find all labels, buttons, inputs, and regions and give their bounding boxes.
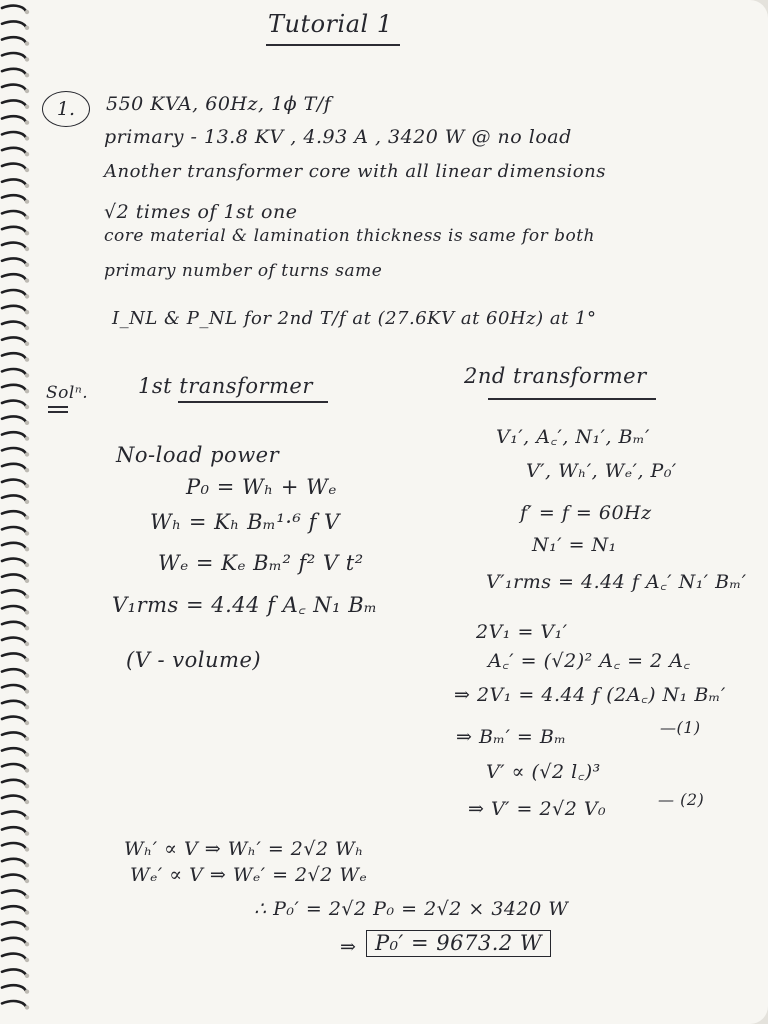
spiral-loop bbox=[2, 179, 26, 184]
binding-hole bbox=[25, 500, 29, 504]
binding-hole bbox=[25, 705, 29, 709]
spiral-loop bbox=[2, 859, 26, 864]
spiral-loop bbox=[2, 116, 26, 121]
spiral-loop bbox=[2, 843, 26, 848]
spiral-loop bbox=[2, 369, 26, 374]
binding-hole bbox=[25, 926, 29, 930]
col2-line-5: V′₁rms = 4.44 f A꜀′ N₁′ Bₘ′ bbox=[486, 571, 747, 593]
problem-line-3: Another transformer core with all linear dimensions bbox=[104, 161, 606, 182]
spiral-loop bbox=[2, 148, 26, 153]
spiral-loop bbox=[2, 132, 26, 137]
problem-line-1: 550 KVA, 60Hz, 1ϕ T/f bbox=[106, 93, 332, 115]
binding-hole bbox=[25, 910, 29, 914]
problem-line-4: √2 times of 1st one bbox=[104, 201, 298, 223]
binding-hole bbox=[25, 768, 29, 772]
binding-hole bbox=[25, 468, 29, 472]
binding-hole bbox=[25, 863, 29, 867]
spiral-loop bbox=[2, 495, 26, 500]
spiral-loop bbox=[2, 701, 26, 706]
title-underline bbox=[266, 44, 400, 46]
spiral-loop bbox=[2, 85, 26, 90]
binding-hole bbox=[25, 10, 29, 14]
spiral-loop bbox=[2, 322, 26, 327]
col1-line-6: (V - volume) bbox=[126, 648, 262, 672]
binding-hole bbox=[25, 642, 29, 646]
spiral-loop bbox=[2, 764, 26, 769]
col1-line-3: Wₕ = Kₕ Bₘ¹·⁶ f V bbox=[150, 510, 340, 534]
spiral-loop bbox=[2, 796, 26, 801]
binding-hole bbox=[25, 610, 29, 614]
spiral-loop bbox=[2, 543, 26, 548]
spiral-loop bbox=[2, 954, 26, 959]
spiral-loop bbox=[2, 875, 26, 880]
binding-hole bbox=[25, 958, 29, 962]
binding-hole bbox=[25, 436, 29, 440]
problem-number: 1. bbox=[56, 98, 76, 120]
col1-line-5: V₁rms = 4.44 f A꜀ N₁ Bₘ bbox=[112, 593, 378, 617]
binding-hole bbox=[25, 1005, 29, 1009]
binding-hole bbox=[25, 184, 29, 188]
equation-tag-2: — (2) bbox=[658, 790, 705, 809]
spiral-loop bbox=[2, 385, 26, 390]
binding-hole bbox=[25, 831, 29, 835]
binding-hole bbox=[25, 247, 29, 251]
problem-line-2: primary - 13.8 KV , 4.93 A , 3420 W @ no load bbox=[104, 126, 572, 148]
binding-hole bbox=[25, 89, 29, 93]
col2-line-1: V₁′, A꜀′, N₁′, Bₘ′ bbox=[496, 426, 650, 448]
col2-heading: 2nd transformer bbox=[464, 364, 647, 388]
binding-hole bbox=[25, 673, 29, 677]
binding-hole bbox=[25, 405, 29, 409]
binding-hole bbox=[25, 199, 29, 203]
col2-line-2: V′, Wₕ′, Wₑ′, P₀′ bbox=[526, 460, 677, 482]
col1-line-1: No-load power bbox=[116, 443, 280, 467]
spiral-loop bbox=[2, 653, 26, 658]
binding-hole bbox=[25, 357, 29, 361]
binding-hole bbox=[25, 895, 29, 899]
spiral-loop bbox=[2, 685, 26, 690]
binding-hole bbox=[25, 57, 29, 61]
col2-line-11: ⇒ V′ = 2√2 V₀ bbox=[468, 798, 607, 820]
binding-hole bbox=[25, 136, 29, 140]
bottom-line-1: Wₕ′ ∝ V ⇒ Wₕ′ = 2√2 Wₕ bbox=[124, 838, 364, 860]
spiral-loop bbox=[2, 258, 26, 263]
binding-hole bbox=[25, 816, 29, 820]
binding-hole bbox=[25, 389, 29, 393]
binding-hole bbox=[25, 152, 29, 156]
solution-label-underline-2 bbox=[48, 411, 68, 413]
binding-hole bbox=[25, 626, 29, 630]
spiral-loop bbox=[2, 827, 26, 832]
spiral-loop bbox=[2, 211, 26, 216]
col2-line-10: V′ ∝ (√2 l꜀)³ bbox=[486, 761, 601, 783]
spiral-loop bbox=[2, 717, 26, 722]
binding-hole bbox=[25, 310, 29, 314]
spiral-loop bbox=[2, 290, 26, 295]
spiral-loop bbox=[2, 401, 26, 406]
binding-hole bbox=[25, 484, 29, 488]
spiral-loop bbox=[2, 195, 26, 200]
spiral-loop bbox=[2, 780, 26, 785]
binding-hole bbox=[25, 342, 29, 346]
col2-line-7: A꜀′ = (√2)² A꜀ = 2 A꜀ bbox=[488, 650, 691, 672]
binding-hole bbox=[25, 326, 29, 330]
binding-hole bbox=[25, 737, 29, 741]
binding-hole bbox=[25, 73, 29, 77]
binding-hole bbox=[25, 168, 29, 172]
page-title: Tutorial 1 bbox=[268, 10, 393, 38]
col2-heading-underline bbox=[488, 398, 656, 400]
binding-hole bbox=[25, 421, 29, 425]
spiral-loop bbox=[2, 559, 26, 564]
binding-hole bbox=[25, 989, 29, 993]
equation-tag-1: —(1) bbox=[660, 718, 701, 737]
col2-line-9: ⇒ Bₘ′ = Bₘ bbox=[456, 726, 567, 748]
spiral-loop bbox=[2, 306, 26, 311]
spiral-loop bbox=[2, 337, 26, 342]
binding-hole bbox=[25, 784, 29, 788]
problem-line-7: I_NL & P_NL for 2nd T/f at (27.6KV at 60Hz) at 1° bbox=[112, 308, 597, 329]
binding-hole bbox=[25, 847, 29, 851]
problem-number-circle bbox=[42, 91, 90, 127]
spiral-loop bbox=[2, 227, 26, 232]
binding-hole bbox=[25, 942, 29, 946]
spiral-loop bbox=[2, 21, 26, 26]
spiral-loop bbox=[2, 448, 26, 453]
spiral-loop bbox=[2, 811, 26, 816]
bottom-line-3: ∴ P₀′ = 2√2 P₀ = 2√2 × 3420 W bbox=[254, 898, 569, 920]
binding-hole bbox=[25, 579, 29, 583]
col1-heading: 1st transformer bbox=[138, 374, 313, 398]
binding-hole bbox=[25, 879, 29, 883]
spiral-loop bbox=[2, 1001, 26, 1006]
spiral-loop bbox=[2, 353, 26, 358]
binding-hole bbox=[25, 689, 29, 693]
spiral-loop bbox=[2, 669, 26, 674]
bottom-line-2: Wₑ′ ∝ V ⇒ Wₑ′ = 2√2 Wₑ bbox=[130, 864, 368, 886]
final-answer-box: P₀′ = 9673.2 W bbox=[366, 930, 551, 957]
binding-hole bbox=[25, 721, 29, 725]
solution-label: Solⁿ. bbox=[46, 383, 89, 403]
spiral-loop bbox=[2, 416, 26, 421]
spiral-loop bbox=[2, 69, 26, 74]
spiral-loop bbox=[2, 274, 26, 279]
binding-hole bbox=[25, 452, 29, 456]
col2-line-4: N₁′ = N₁ bbox=[532, 534, 617, 556]
col2-line-8: ⇒ 2V₁ = 4.44 f (2A꜀) N₁ Bₘ′ bbox=[454, 684, 726, 706]
binding-hole bbox=[25, 120, 29, 124]
spiral-loop bbox=[2, 432, 26, 437]
spiral-loop bbox=[2, 53, 26, 58]
binding-hole bbox=[25, 531, 29, 535]
col1-line-4: Wₑ = Kₑ Bₘ² f² V t² bbox=[158, 551, 364, 575]
spiral-loop bbox=[2, 164, 26, 169]
spiral-loop bbox=[2, 748, 26, 753]
spiral-loop bbox=[2, 985, 26, 990]
binding-hole bbox=[25, 231, 29, 235]
binding-hole bbox=[25, 547, 29, 551]
binding-hole bbox=[25, 294, 29, 298]
spiral-loop bbox=[2, 732, 26, 737]
binding-hole bbox=[25, 278, 29, 282]
spiral-loop bbox=[2, 511, 26, 516]
spiral-loop bbox=[2, 243, 26, 248]
col2-line-6: 2V₁ = V₁′ bbox=[476, 621, 568, 643]
binding-hole bbox=[25, 974, 29, 978]
binding-hole bbox=[25, 26, 29, 30]
spiral-loop bbox=[2, 969, 26, 974]
spiral-loop bbox=[2, 606, 26, 611]
spiral-binding bbox=[0, 0, 34, 1024]
binding-hole bbox=[25, 800, 29, 804]
col2-line-3: f′ = f = 60Hz bbox=[520, 502, 652, 524]
spiral-loop bbox=[2, 638, 26, 643]
spiral-loop bbox=[2, 890, 26, 895]
binding-hole bbox=[25, 105, 29, 109]
result-arrow: ⇒ bbox=[340, 936, 357, 958]
binding-hole bbox=[25, 594, 29, 598]
spiral-loop bbox=[2, 100, 26, 105]
spiral-loop bbox=[2, 922, 26, 927]
spiral-loop bbox=[2, 480, 26, 485]
spiral-loop bbox=[2, 938, 26, 943]
spiral-loop bbox=[2, 37, 26, 42]
binding-hole bbox=[25, 215, 29, 219]
binding-hole bbox=[25, 373, 29, 377]
binding-hole bbox=[25, 515, 29, 519]
spiral-loop bbox=[2, 464, 26, 469]
spiral-loop bbox=[2, 574, 26, 579]
spiral-loop bbox=[2, 527, 26, 532]
problem-line-5: core material & lamination thickness is same for both bbox=[104, 226, 596, 246]
binding-hole bbox=[25, 752, 29, 756]
binding-hole bbox=[25, 263, 29, 267]
spiral-loop bbox=[2, 6, 26, 11]
binding-hole bbox=[25, 658, 29, 662]
solution-label-underline-1 bbox=[48, 406, 68, 408]
spiral-loop bbox=[2, 622, 26, 627]
spiral-loop bbox=[2, 590, 26, 595]
binding-hole bbox=[25, 563, 29, 567]
col1-heading-underline bbox=[178, 401, 328, 403]
col1-line-2: P₀ = Wₕ + Wₑ bbox=[186, 475, 337, 499]
binding-hole bbox=[25, 41, 29, 45]
problem-line-6: primary number of turns same bbox=[104, 261, 383, 281]
spiral-loop bbox=[2, 906, 26, 911]
